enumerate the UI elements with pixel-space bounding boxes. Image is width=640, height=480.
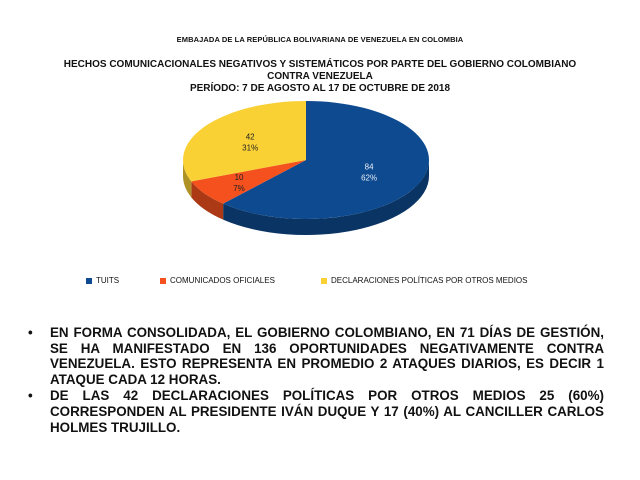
data-label-percent: 31%	[242, 143, 259, 153]
legend-swatch	[160, 278, 166, 284]
legend-item-comunicados	[160, 276, 275, 285]
legend-item-tuits	[86, 276, 119, 285]
data-label-value: 10	[234, 173, 244, 183]
title-line-1: HECHOS COMUNICACIONALES NEGATIVOS Y SISTEMÁTICOS POR PARTE DEL GOBIERNO COLOMBIANO	[63, 59, 577, 70]
note-text: EN FORMA CONSOLIDADA, EL GOBIERNO COLOMBIANO, EN 71 DÍAS DE GESTIÓN, SE HA MANIFESTADO EN 136 OPORTUNIDADES NEGATIVAMENTE CONTRA VENEZUELA. ESTO REPRESENTA EN PROMEDIO 2 ATAQUES DIARIOS, ES DECIR 1 ATAQUE CADA 12 HORAS.	[50, 325, 604, 387]
legend-item-declaraciones	[321, 276, 527, 285]
period-line: PERÍODO: 7 DE AGOSTO AL 17 DE OCTUBRE DE 2018	[189, 83, 451, 94]
legend-swatch	[321, 278, 327, 284]
data-label-value: 84	[364, 162, 374, 172]
chart-legend	[0, 276, 640, 290]
legend-label: TUITS	[96, 276, 120, 285]
summary-note	[28, 325, 604, 387]
summary-notes	[28, 325, 604, 436]
legend-swatch	[86, 278, 92, 284]
data-label-percent: 7%	[233, 184, 245, 194]
bullet-icon: •	[28, 388, 33, 404]
note-text: DE LAS 42 DECLARACIONES POLÍTICAS POR OTROS MEDIOS 25 (60%) CORRESPONDEN AL PRESIDENTE IVÁN DUQUE Y 17 (40%) AL CANCILLER CARLOS HOLMES TRUJILLO.	[50, 388, 604, 435]
title-line-2: CONTRA VENEZUELA	[267, 71, 373, 82]
summary-note	[28, 388, 604, 435]
data-label-percent: 62%	[361, 173, 378, 183]
embassy-name: EMBAJADA DE LA REPÚBLICA BOLIVARIANA DE VENEZUELA EN COLOMBIA	[176, 35, 464, 44]
bullet-icon: •	[28, 325, 33, 340]
data-label-value: 42	[245, 132, 255, 142]
legend-label: COMUNICADOS OFICIALES	[170, 276, 275, 285]
legend-label: DECLARACIONES POLÍTICAS POR OTROS MEDIOS	[331, 276, 528, 285]
